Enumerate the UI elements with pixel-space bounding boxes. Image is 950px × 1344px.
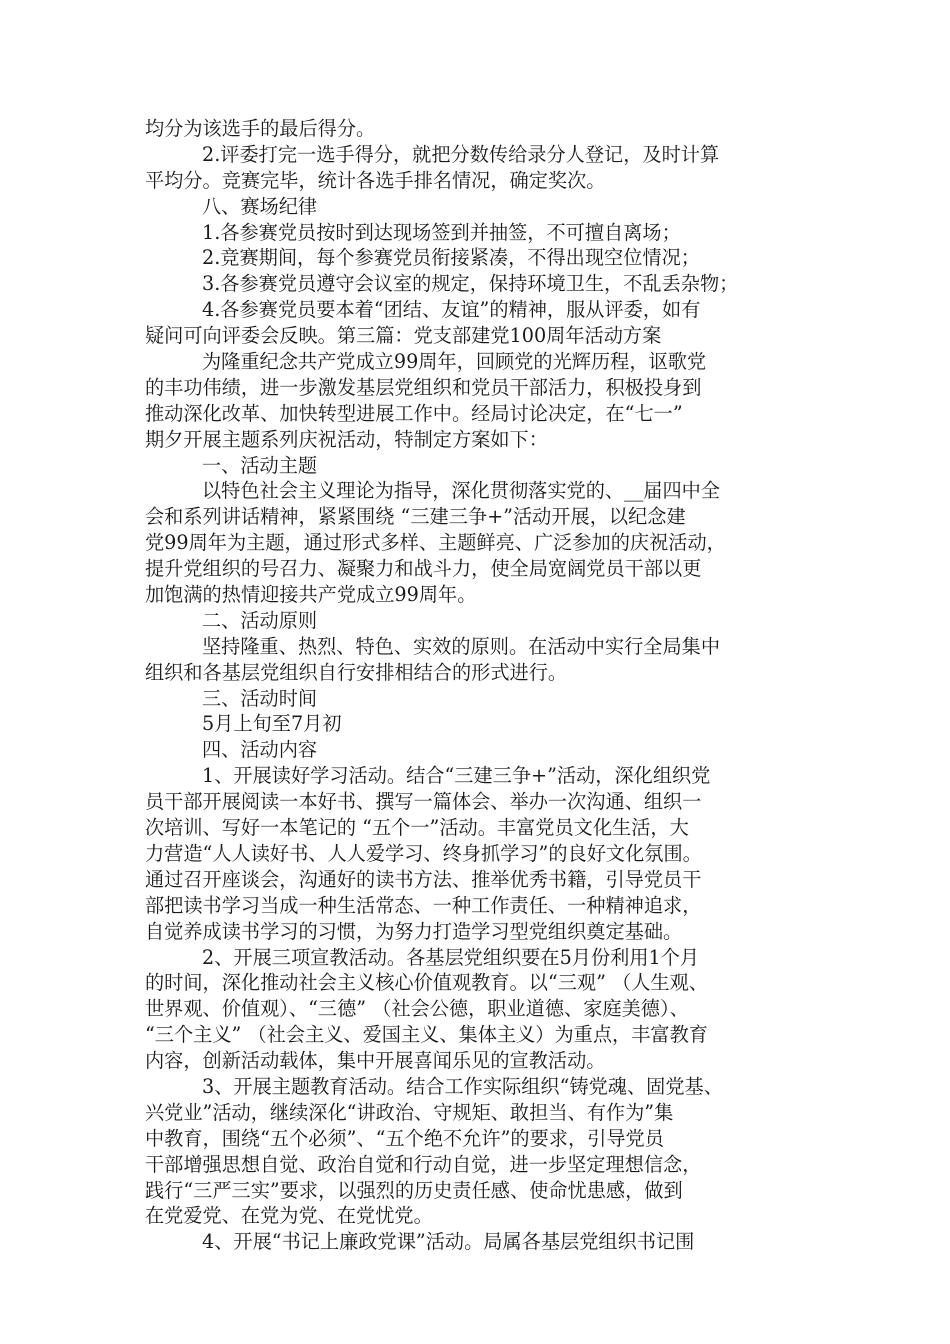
text-line: 二、活动原则: [202, 608, 318, 632]
text-line: 4、开展“书记上廉政党课”活动。局属各基层党组织书记围: [202, 1230, 695, 1254]
text-line: 践行“三严三实”要求，以强烈的历史责任感、使命忧患感，做到: [145, 1178, 683, 1202]
text-line: 均分为该选手的最后得分。: [145, 117, 376, 140]
text-line: 的时间，深化推动社会主义核心价值观教育。以“三观” （人生观、: [145, 971, 708, 995]
document-page: [145, 116, 815, 1255]
text-line: 坚持隆重、热烈、特色、实效的原则。在活动中实行全局集中: [202, 634, 721, 658]
text-line: 八、赛场纪律: [202, 194, 318, 218]
text-line: 为隆重纪念共产党成立99周年，回顾党的光辉历程，讴歌党: [202, 350, 707, 374]
text-line: 期夕开展主题系列庆祝活动，特制定方案如下：: [145, 427, 548, 451]
text-line: 党99周年为主题，通过形式多样、主题鲜亮、广泛参加的庆祝活动，: [145, 531, 726, 555]
text-line: 疑问可向评委会反映。第三篇：党支部建党100周年活动方案: [145, 324, 662, 348]
text-line: 通过召开座谈会，沟通好的读书方法、推举优秀书籍，引导党员干: [145, 867, 702, 891]
text-line: 力营造“人人读好书、人人爱学习、终身抓学习”的良好文化氛围。: [145, 841, 702, 865]
text-line: 3、开展主题教育活动。结合工作实际组织“铸党魂、固党基、: [202, 1074, 723, 1098]
text-line: 次培训、写好一本笔记的 “五个一”活动。丰富党员文化生活，大: [145, 816, 689, 840]
text-line: 提升党组织的号召力、凝聚力和战斗力，使全局宽阔党员干部以更: [145, 557, 702, 581]
text-line: 自觉养成读书学习的习惯，为努力打造学习型党组织奠定基础。: [145, 919, 683, 943]
text-line: 在党爱党、在党为党、在党忧党。: [145, 1204, 433, 1228]
text-line: 1.各参赛党员按时到达现场签到并抽签，不可擅自离场；: [202, 220, 681, 244]
text-line: 四、活动内容: [202, 738, 318, 762]
text-line: 2.评委打完一选手得分，就把分数传给录分人登记，及时计算: [202, 142, 720, 166]
text-line: 组织和各基层党组织自行安排相结合的形式进行。: [145, 660, 568, 684]
text-line: 4.各参赛党员要本着“团结、友谊”的精神，服从评委，如有: [202, 298, 701, 322]
text-line: 的丰功伟绩，进一步激发基层党组织和党员干部活力，积极投身到: [145, 375, 702, 399]
text-line: 5月上旬至7月初: [202, 712, 342, 736]
text-line: 中教育，围绕“五个必须”、“五个绝不允许”的要求，引导党员: [145, 1126, 664, 1150]
text-line: 世界观、价值观）、“三德” （社会公德，职业道德、家庭美德）、: [145, 997, 689, 1021]
text-line: 1、开展读好学习活动。结合“三建三争+”活动，深化组织党: [202, 764, 711, 788]
text-line: 3.各参赛党员遵守会议室的规定，保持环境卫生，不乱丢杂物；: [202, 272, 739, 296]
text-line: “三个主义” （社会主义、爱国主义、集体主义）为重点，丰富教育: [145, 1023, 708, 1047]
text-line: 加饱满的热情迎接共产党成立99周年。: [145, 583, 477, 607]
text-line: 兴党业”活动，继续深化“讲政治、守规矩、敢担当、有作为”集: [145, 1100, 674, 1124]
text-line: 干部增强思想自觉、政治自觉和行动自觉，进一步坚定理想信念，: [145, 1152, 702, 1176]
text-line: 部把读书学习当成一种生活常态、一种工作责任、一种精神追求，: [145, 893, 702, 917]
text-line: 推动深化改革、加快转型进展工作中。经局讨论决定，在“七一”: [145, 401, 683, 425]
text-line: 内容，创新活动载体，集中开展喜闻乐见的宣教活动。: [145, 1049, 606, 1073]
text-line: 2、开展三项宣教活动。各基层党组织要在5月份利用1个月: [202, 945, 700, 969]
text-line: 会和系列讲话精神，紧紧围绕 “三建三争+”活动开展，以纪念建: [145, 505, 686, 529]
text-line: 三、活动时间: [202, 686, 318, 710]
text-line: 2.竞赛期间，每个参赛党员衔接紧凑，不得出现空位情况；: [202, 246, 700, 270]
text-line: 员干部开展阅读一本好书、撰写一篇体会、举办一次沟通、组织一: [145, 790, 702, 814]
text-line: 平均分。竞赛完毕，统计各选手排名情况，确定奖次。: [145, 168, 606, 192]
text-line: 一、活动主题: [202, 453, 318, 477]
text-line: 以特色社会主义理论为指导，深化贯彻落实党的、__届四中全: [202, 479, 721, 503]
